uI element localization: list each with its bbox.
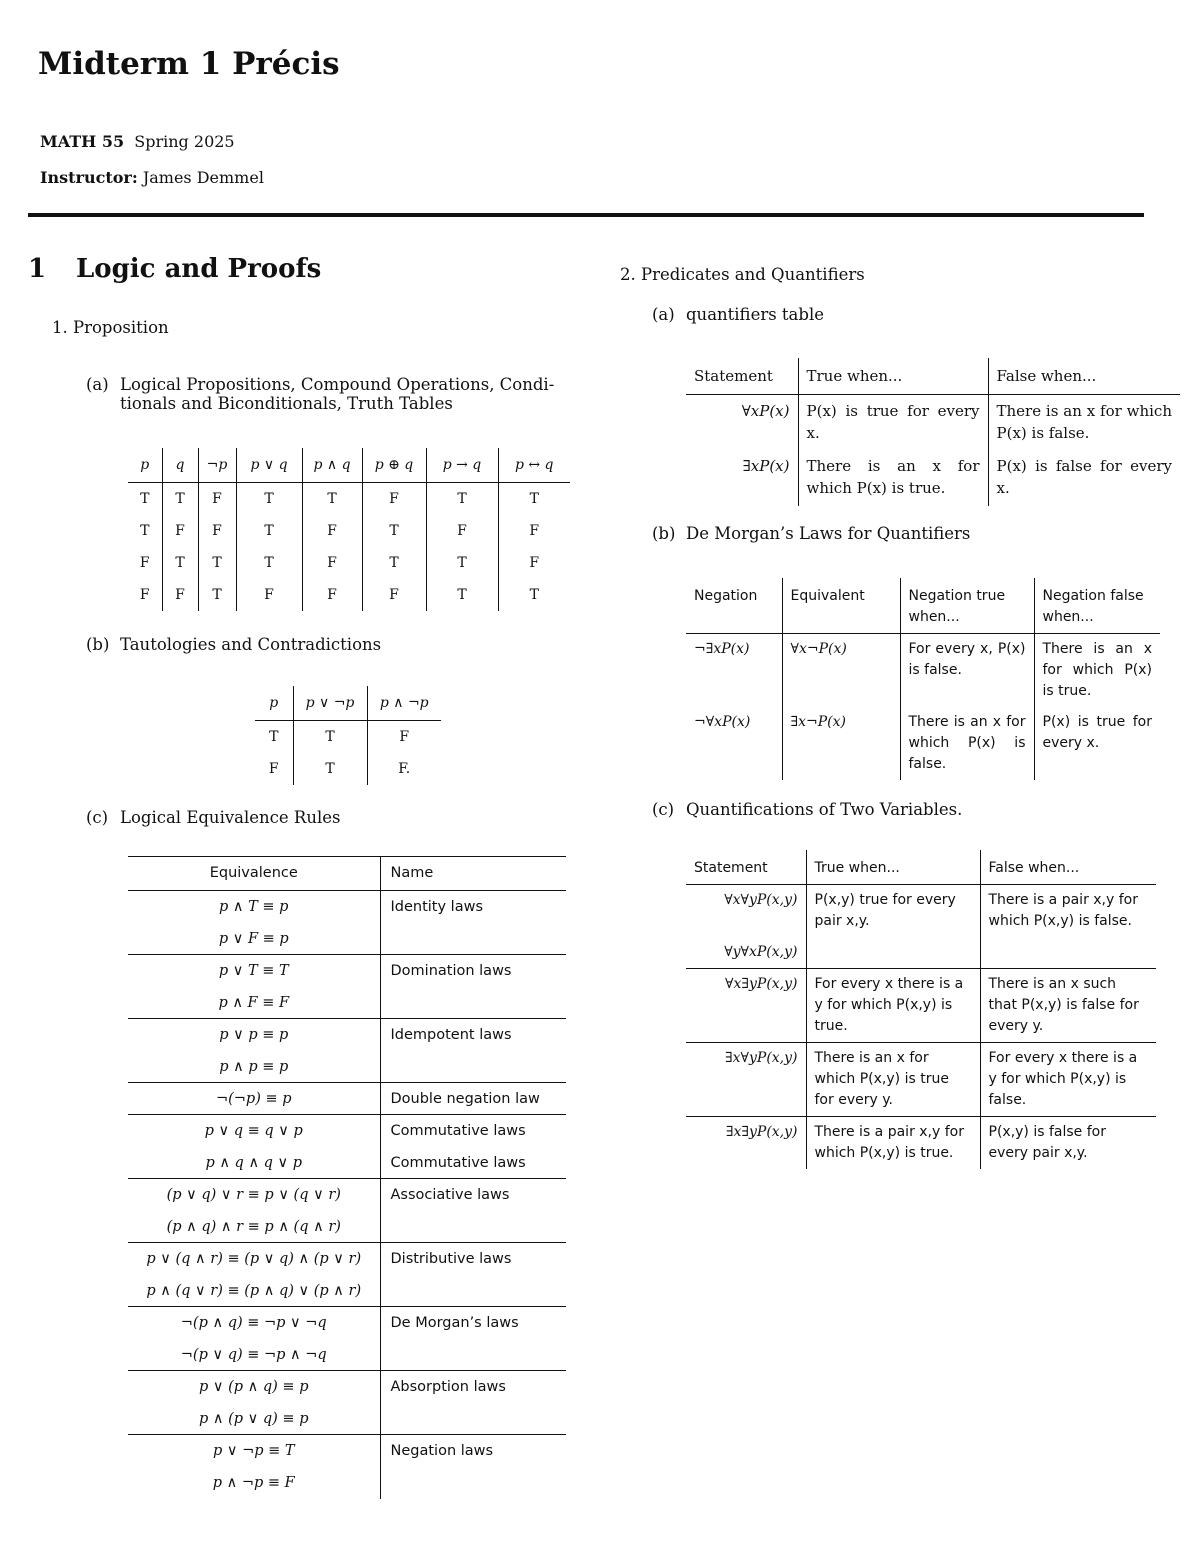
table-cell: F (198, 515, 236, 547)
law-name-cell: Absorption laws (380, 1371, 566, 1403)
table-cell: For every x there is a y for which P(x,y) is true. (806, 969, 980, 1043)
law-name-cell (380, 1339, 566, 1371)
equivalence-cell: ¬(p ∧ q) ≡ ¬p ∨ ¬q (128, 1307, 380, 1339)
table-cell: There is an x for which P(x,y) is true for every y. (806, 1043, 980, 1117)
column-header: False when... (988, 358, 1180, 394)
item-title: Predicates and Quantifiers (641, 265, 865, 284)
subitem-title: De Morgan’s Laws for Quantifiers (686, 524, 971, 543)
table-cell: T (362, 515, 426, 547)
table-row (128, 987, 566, 1019)
column-header: p → q (426, 448, 498, 483)
column-header: Equivalent (782, 578, 900, 634)
subitem-quant-a (652, 305, 824, 324)
table-cell: P(x,y) true for every pair x,y. (806, 885, 980, 938)
table-row (128, 1179, 566, 1211)
table-cell: There is an x for which P(x) is false. (900, 707, 1034, 780)
table-row (128, 1371, 566, 1403)
item-number: 1. (52, 318, 68, 337)
column-header: p ∧ q (302, 448, 362, 483)
table-cell: F (367, 721, 441, 754)
equivalence-cell: ¬(¬p) ≡ p (128, 1083, 380, 1115)
table-cell: T (293, 721, 367, 754)
table-row (686, 450, 1180, 506)
table-row (255, 721, 441, 754)
table-cell: T (498, 579, 570, 611)
column-header: p ↔ q (498, 448, 570, 483)
table-header-row (128, 857, 566, 891)
section-number: 1 (28, 254, 47, 284)
law-name-cell: Commutative laws (380, 1147, 566, 1179)
table-cell: T (140, 491, 150, 507)
table-row (128, 1211, 566, 1243)
column-header: p ∨ ¬p (293, 686, 367, 721)
column-header: Negation true when... (900, 578, 1034, 634)
table-cell: There is an x for which P(x) is true. (1034, 634, 1160, 708)
table-cell: F. (367, 753, 441, 785)
table-cell: T (198, 547, 236, 579)
table-cell: T (198, 579, 236, 611)
table-row (128, 1243, 566, 1275)
subitem-title: Quantifications of Two Variables. (686, 800, 963, 819)
law-name-cell (380, 1051, 566, 1083)
equivalence-cell: p ∨ (p ∧ q) ≡ p (128, 1371, 380, 1403)
course-line (40, 132, 235, 151)
equivalence-cell: p ∧ q ∧ q ∨ p (205, 1154, 303, 1171)
table-cell: P(x) is true for every x. (798, 394, 988, 450)
table-row (686, 1043, 1156, 1117)
law-name-cell: Idempotent laws (380, 1019, 566, 1051)
table-cell: T (140, 523, 150, 539)
table-cell: F (302, 579, 362, 611)
table-row (128, 955, 566, 987)
table-header-row (686, 578, 1160, 634)
column-header: False when... (980, 850, 1156, 885)
equivalence-cell: p ∧ (p ∨ q) ≡ p (199, 1410, 309, 1427)
column-header: q (162, 448, 198, 483)
subitem-c (86, 808, 340, 827)
table-cell: ∃x∃yP(x,y) (725, 1124, 798, 1140)
table-cell: T (236, 515, 302, 547)
table-cell: ∀x¬P(x) (782, 634, 900, 708)
table-row (128, 1275, 566, 1307)
table-cell: F (139, 555, 150, 571)
table-cell: P(x) is true for every x. (1034, 707, 1160, 780)
table-row (128, 579, 570, 611)
law-name-cell: Double negation law (380, 1083, 566, 1115)
truth-table (128, 448, 570, 611)
table-cell: ∃x¬P(x) (782, 707, 900, 780)
table-cell: P(x,y) is false for every pair x,y. (980, 1117, 1156, 1170)
subitem-label: (c) (652, 800, 675, 819)
table-cell: T (498, 483, 570, 516)
header-rule (28, 213, 1144, 217)
law-name-cell: De Morgan’s laws (380, 1307, 566, 1339)
subitem-title-line2: tionals and Biconditionals, Truth Tables (120, 394, 453, 413)
table-row (128, 1467, 566, 1499)
table-cell: ∀x∀yP(x,y) (724, 892, 798, 908)
table-cell: T (293, 753, 367, 785)
table-row (128, 1403, 566, 1435)
column-header: Equivalence (128, 857, 380, 891)
two-variable-quantifiers-table (686, 850, 1156, 1169)
table-cell: T (362, 547, 426, 579)
table-row (128, 1019, 566, 1051)
instructor-line (40, 168, 264, 187)
table-header-row (255, 686, 441, 721)
equivalence-cell: p ∧ (q ∨ r) ≡ (p ∧ q) ∨ (p ∧ r) (146, 1282, 362, 1299)
table-cell: P(x) is false for every x. (988, 450, 1180, 506)
instructor-name: James Demmel (142, 168, 264, 187)
table-cell: T (162, 483, 198, 516)
column-header: Statement (686, 850, 806, 885)
table-row (128, 923, 566, 955)
table-row (686, 394, 1180, 450)
subitem-title: Tautologies and Contradictions (120, 635, 382, 654)
table-header-row (128, 448, 570, 483)
table-cell: F (302, 515, 362, 547)
subitem-b (86, 635, 381, 654)
page-title: Midterm 1 Précis (38, 46, 340, 82)
table-row (128, 1051, 566, 1083)
table-cell: ∀xP(x) (741, 401, 790, 420)
law-name-cell (380, 1467, 566, 1499)
table-row (686, 969, 1156, 1043)
table-row (255, 753, 441, 785)
column-header: p (128, 448, 162, 483)
table-row (128, 1115, 566, 1147)
table-cell: F (268, 761, 279, 777)
table-cell: F (362, 483, 426, 516)
tautology-table (255, 686, 441, 785)
equivalence-cell: p ∨ F ≡ p (218, 930, 289, 947)
equivalence-table (128, 856, 566, 1499)
column-header: Name (380, 857, 566, 891)
subitem-title: quantifiers table (686, 305, 825, 324)
law-name-cell (380, 1403, 566, 1435)
table-cell: F (198, 483, 236, 516)
subitem-a (86, 375, 586, 413)
table-cell: There is an x for which P(x) is false. (988, 394, 1180, 450)
table-cell: T (426, 483, 498, 516)
table-cell: ¬∃xP(x) (694, 641, 750, 657)
table-row (686, 885, 1156, 938)
table-row (128, 891, 566, 923)
item-proposition (52, 318, 169, 337)
equivalence-cell: p ∨ p ≡ p (128, 1019, 380, 1051)
table-row (128, 1083, 566, 1115)
law-name-cell: Identity laws (380, 891, 566, 923)
law-name-cell (380, 1211, 566, 1243)
item-title: Proposition (73, 318, 169, 337)
demorgan-quantifiers-table (686, 578, 1160, 780)
table-cell: ∃xP(x) (742, 457, 790, 476)
law-name-cell: Associative laws (380, 1179, 566, 1211)
item-number: 2. (620, 265, 636, 284)
quantifiers-table (686, 358, 1180, 506)
table-row (686, 937, 1156, 969)
subitem-title-line1: Logical Propositions, Compound Operations, Condi- (120, 375, 555, 394)
subitem-label: (c) (86, 808, 109, 827)
table-cell: T (162, 547, 198, 579)
column-header: True when... (806, 850, 980, 885)
column-header: p ⊕ q (362, 448, 426, 483)
table-cell: T (236, 547, 302, 579)
table-row (686, 634, 1160, 708)
table-row (128, 547, 570, 579)
item-predicates (620, 265, 865, 284)
table-row (128, 1435, 566, 1467)
column-header: p (255, 686, 293, 721)
law-name-cell: Commutative laws (380, 1115, 566, 1147)
law-name-cell (380, 1275, 566, 1307)
subitem-label: (a) (652, 305, 675, 324)
law-name-cell: Domination laws (380, 955, 566, 987)
table-cell: T (426, 579, 498, 611)
equivalence-cell: p ∧ F ≡ F (218, 994, 290, 1011)
table-cell: F (162, 579, 198, 611)
law-name-cell: Distributive laws (380, 1243, 566, 1275)
table-cell: There is a pair x,y for which P(x,y) is true. (806, 1117, 980, 1170)
equivalence-cell: p ∨ ¬p ≡ T (128, 1435, 380, 1467)
table-cell: ∀y∀xP(x,y) (686, 937, 806, 969)
section-title: Logic and Proofs (76, 254, 322, 284)
table-cell: T (236, 483, 302, 516)
instructor-label: Instructor: (40, 168, 138, 187)
equivalence-cell: p ∧ T ≡ p (219, 899, 289, 915)
law-name-cell: Negation laws (380, 1435, 566, 1467)
table-cell: F (426, 515, 498, 547)
subitem-quant-c (652, 800, 962, 819)
table-header-row (686, 850, 1156, 885)
table-cell: T (269, 729, 279, 745)
table-row (128, 1147, 566, 1179)
table-cell: There is a pair x,y for which P(x,y) is false. (980, 885, 1156, 938)
table-cell: F (139, 587, 150, 603)
column-header: Statement (686, 358, 798, 394)
table-row (128, 1307, 566, 1339)
course-code: MATH 55 (40, 132, 125, 151)
subitem-label: (b) (86, 635, 110, 654)
column-header: ¬p (198, 448, 236, 483)
table-cell: F (498, 515, 570, 547)
column-header: Negation false when... (1034, 578, 1160, 634)
table-row (128, 483, 570, 516)
column-header: p ∧ ¬p (367, 686, 441, 721)
table-header-row (686, 358, 1180, 394)
equivalence-cell: p ∧ p ≡ p (219, 1058, 289, 1075)
table-cell: There is an x for which P(x) is true. (798, 450, 988, 506)
table-cell: F (362, 579, 426, 611)
equivalence-cell: p ∨ q ≡ q ∨ p (128, 1115, 380, 1147)
subitem-label: (a) (86, 375, 109, 394)
table-cell: For every x, P(x) is false. (900, 634, 1034, 708)
course-term: Spring 2025 (134, 132, 235, 151)
equivalence-cell: ¬(p ∨ q) ≡ ¬p ∧ ¬q (180, 1346, 327, 1363)
law-name-cell (380, 923, 566, 955)
equivalence-cell: p ∧ ¬p ≡ F (212, 1474, 295, 1491)
law-name-cell (380, 987, 566, 1019)
table-cell: ∀x∃yP(x,y) (686, 969, 806, 1043)
table-cell: F (498, 547, 570, 579)
subitem-label: (b) (652, 524, 676, 543)
table-cell (806, 937, 980, 969)
equivalence-cell: (p ∨ q) ∨ r ≡ p ∨ (q ∨ r) (128, 1179, 380, 1211)
table-cell: ¬∀xP(x) (694, 714, 751, 730)
table-cell: ∃x∀yP(x,y) (686, 1043, 806, 1117)
column-header: Negation (686, 578, 782, 634)
table-cell: T (302, 483, 362, 516)
table-cell (980, 937, 1156, 969)
column-header: p ∨ q (236, 448, 302, 483)
table-cell: There is an x such that P(x,y) is false for every y. (980, 969, 1156, 1043)
table-cell: F (236, 579, 302, 611)
column-header: True when... (798, 358, 988, 394)
subitem-title: Logical Equivalence Rules (120, 808, 341, 827)
table-cell: F (302, 547, 362, 579)
equivalence-cell: p ∨ T ≡ T (128, 955, 380, 987)
table-cell: T (426, 547, 498, 579)
table-row (128, 1339, 566, 1371)
table-cell: For every x there is a y for which P(x,y) is false. (980, 1043, 1156, 1117)
equivalence-cell: (p ∧ q) ∧ r ≡ p ∧ (q ∧ r) (166, 1218, 341, 1235)
section-heading (28, 254, 321, 284)
subitem-quant-b (652, 524, 970, 543)
table-row (686, 707, 1160, 780)
equivalence-cell: p ∨ (q ∧ r) ≡ (p ∨ q) ∧ (p ∨ r) (128, 1243, 380, 1275)
table-row (128, 515, 570, 547)
table-row (686, 1117, 1156, 1170)
table-cell: F (162, 515, 198, 547)
